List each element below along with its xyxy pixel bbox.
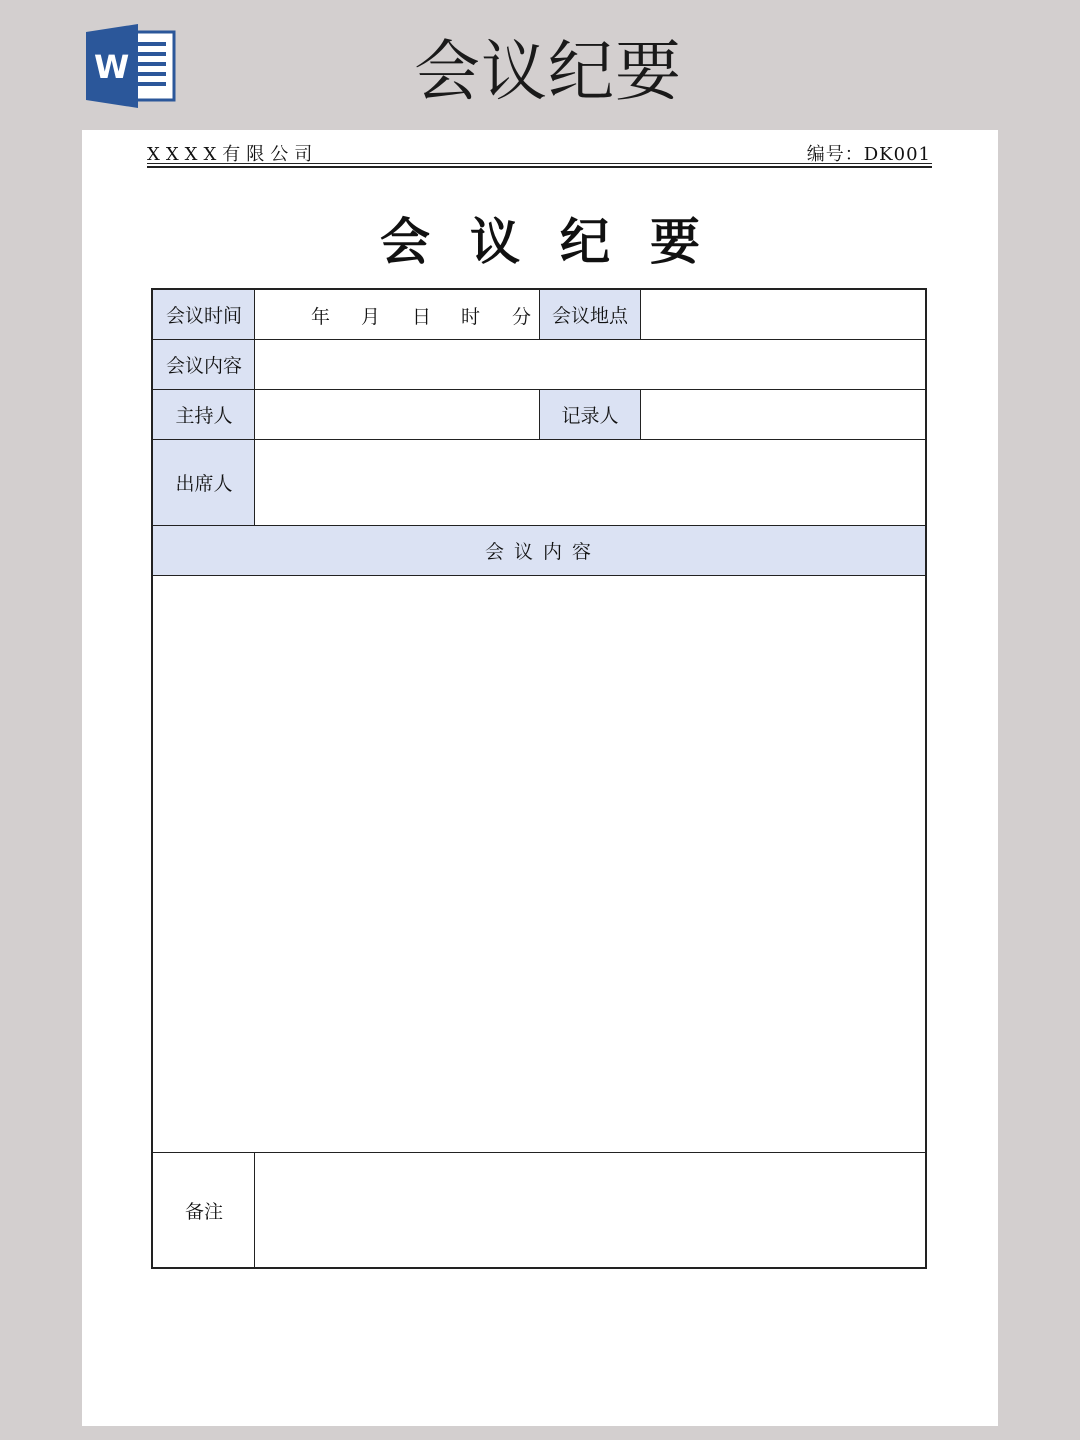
remarks-label: 备注 xyxy=(184,1200,223,1223)
meeting-topic-field[interactable] xyxy=(256,340,925,389)
date-unit-day: 日 xyxy=(412,306,432,328)
meeting-place-label: 会议地点 xyxy=(540,290,640,339)
grid-line xyxy=(254,290,255,525)
date-unit-minute: 分 xyxy=(512,306,532,328)
banner-title: 会议纪要 xyxy=(414,33,682,110)
content-body-field[interactable] xyxy=(153,576,925,1152)
content-section-header: 会 议 内 容 xyxy=(153,526,925,575)
grid-line xyxy=(640,389,641,439)
meeting-minutes-form xyxy=(151,288,927,1269)
document-number: 编号：DK001 xyxy=(806,144,931,165)
meeting-place-field[interactable] xyxy=(641,290,925,339)
svg-text:W: W xyxy=(94,48,130,86)
document-title: 会议纪要 xyxy=(380,212,740,271)
company-name: XXXX有限公司 xyxy=(147,144,319,165)
meeting-topic-label: 会议内容 xyxy=(153,340,255,389)
grid-line xyxy=(539,290,540,339)
attendees-label: 出席人 xyxy=(153,440,255,525)
grid-line xyxy=(254,1152,255,1267)
document-page xyxy=(82,130,998,1426)
date-unit-hour: 时 xyxy=(461,306,481,328)
remarks-field[interactable] xyxy=(256,1153,925,1267)
host-field[interactable] xyxy=(256,390,540,439)
host-label: 主持人 xyxy=(153,390,255,439)
recorder-field[interactable] xyxy=(641,390,925,439)
header-rule-thick xyxy=(147,166,932,168)
grid-line xyxy=(539,389,540,439)
grid-line xyxy=(153,339,925,340)
recorder-label: 记录人 xyxy=(540,390,640,439)
grid-line xyxy=(153,439,925,440)
date-unit-year: 年 xyxy=(311,306,331,328)
grid-line xyxy=(640,290,641,339)
grid-line xyxy=(153,575,925,576)
header-rule xyxy=(147,163,932,164)
meeting-time-field[interactable] xyxy=(255,290,539,340)
grid-line xyxy=(153,525,925,526)
grid-line xyxy=(153,1152,925,1153)
date-unit-month: 月 xyxy=(361,306,381,328)
attendees-field[interactable] xyxy=(256,440,925,525)
meeting-time-label: 会议时间 xyxy=(153,290,255,339)
